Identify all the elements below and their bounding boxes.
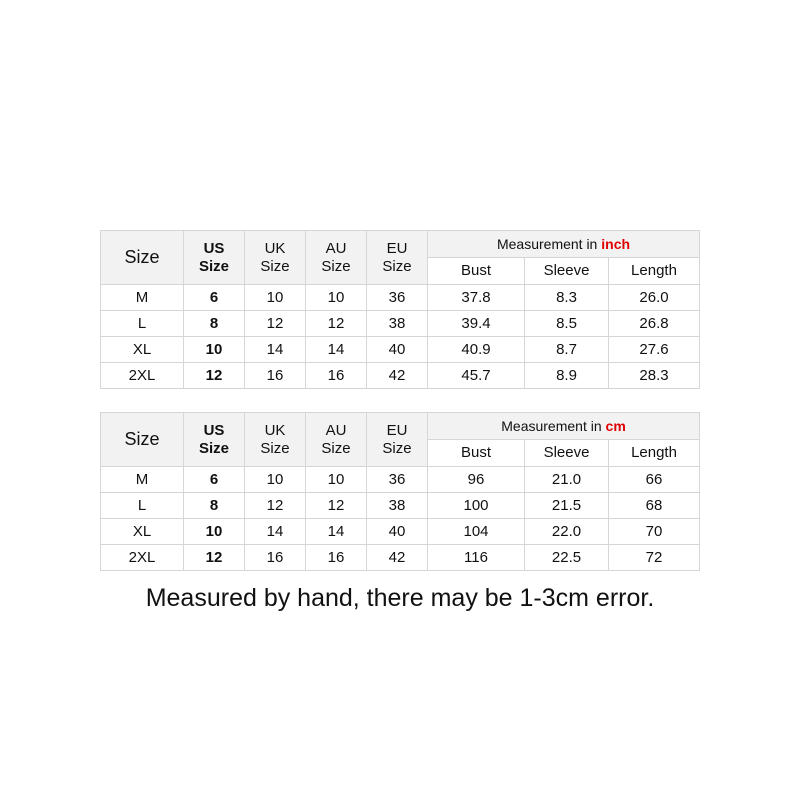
au-size-cell: 16	[306, 545, 367, 571]
eu-size-cell: 42	[367, 363, 428, 389]
measurement-header	[428, 231, 700, 258]
size-cell: L	[101, 493, 184, 519]
table-row	[101, 545, 700, 571]
table-row	[101, 337, 700, 363]
us-header-line2: Size	[198, 257, 229, 275]
uk-header-line1: UK	[264, 239, 286, 257]
bust-cell: 100	[428, 493, 525, 519]
measurement-prefix: Measurement in	[496, 235, 598, 252]
length-header: Length	[609, 440, 700, 467]
sleeve-header: Sleeve	[525, 440, 609, 467]
eu-header-line2: Size	[382, 257, 412, 275]
eu-header-line1: EU	[386, 421, 408, 439]
eu-header-line2: Size	[382, 439, 412, 457]
au-size-cell: 10	[306, 467, 367, 493]
size-table-inch	[100, 230, 700, 389]
us-size-cell: 10	[184, 519, 245, 545]
bust-cell: 37.8	[428, 285, 525, 311]
size-cell: M	[101, 467, 184, 493]
table-row	[101, 467, 700, 493]
length-cell: 72	[609, 545, 700, 571]
uk-size-cell: 10	[245, 285, 306, 311]
table-row	[101, 311, 700, 337]
eu-size-cell: 38	[367, 493, 428, 519]
sleeve-cell: 21.5	[525, 493, 609, 519]
bust-cell: 39.4	[428, 311, 525, 337]
us-size-cell: 6	[184, 467, 245, 493]
us-size-cell: 12	[184, 545, 245, 571]
length-cell: 26.0	[609, 285, 700, 311]
size-cell: 2XL	[101, 363, 184, 389]
bust-cell: 40.9	[428, 337, 525, 363]
uk-size-cell: 10	[245, 467, 306, 493]
table-row	[101, 285, 700, 311]
uk-size-cell: 12	[245, 311, 306, 337]
eu-size-header	[367, 231, 428, 285]
sleeve-cell: 8.5	[525, 311, 609, 337]
uk-header-line1: UK	[264, 421, 286, 439]
table-row	[101, 363, 700, 389]
us-size-header	[184, 413, 245, 467]
bust-cell: 96	[428, 467, 525, 493]
sleeve-cell: 22.0	[525, 519, 609, 545]
measurement-unit: inch	[601, 235, 631, 252]
au-size-cell: 16	[306, 363, 367, 389]
us-header-line1: US	[203, 239, 225, 257]
au-size-header	[306, 231, 367, 285]
length-cell: 66	[609, 467, 700, 493]
size-cell: M	[101, 285, 184, 311]
au-size-cell: 14	[306, 519, 367, 545]
bust-header: Bust	[428, 258, 525, 285]
uk-header-line2: Size	[260, 439, 290, 457]
eu-size-cell: 38	[367, 311, 428, 337]
uk-size-cell: 12	[245, 493, 306, 519]
size-cell: XL	[101, 337, 184, 363]
eu-header-line1: EU	[386, 239, 408, 257]
uk-size-cell: 16	[245, 545, 306, 571]
au-size-cell: 10	[306, 285, 367, 311]
eu-size-cell: 40	[367, 519, 428, 545]
bust-cell: 116	[428, 545, 525, 571]
length-header: Length	[609, 258, 700, 285]
bust-cell: 104	[428, 519, 525, 545]
measurement-header	[428, 413, 700, 440]
au-header-line1: AU	[325, 239, 347, 257]
size-header: Size	[101, 231, 184, 285]
eu-size-cell: 36	[367, 285, 428, 311]
size-header: Size	[101, 413, 184, 467]
au-size-cell: 14	[306, 337, 367, 363]
length-cell: 27.6	[609, 337, 700, 363]
measurement-unit: cm	[605, 417, 626, 434]
length-cell: 70	[609, 519, 700, 545]
us-size-cell: 8	[184, 311, 245, 337]
us-size-header	[184, 231, 245, 285]
eu-size-cell: 40	[367, 337, 428, 363]
uk-size-cell: 14	[245, 519, 306, 545]
size-cell: XL	[101, 519, 184, 545]
us-size-cell: 10	[184, 337, 245, 363]
uk-size-header	[245, 413, 306, 467]
length-cell: 26.8	[609, 311, 700, 337]
sleeve-cell: 21.0	[525, 467, 609, 493]
sleeve-cell: 8.9	[525, 363, 609, 389]
length-cell: 28.3	[609, 363, 700, 389]
au-header-line2: Size	[321, 257, 351, 275]
au-size-cell: 12	[306, 311, 367, 337]
uk-header-line2: Size	[260, 257, 290, 275]
us-size-cell: 8	[184, 493, 245, 519]
au-size-cell: 12	[306, 493, 367, 519]
size-cell: 2XL	[101, 545, 184, 571]
sleeve-cell: 8.3	[525, 285, 609, 311]
measurement-prefix: Measurement in	[501, 417, 602, 434]
size-cell: L	[101, 311, 184, 337]
bust-header: Bust	[428, 440, 525, 467]
measurement-note: Measured by hand, there may be 1-3cm error.	[145, 584, 655, 612]
uk-size-header	[245, 231, 306, 285]
uk-size-cell: 14	[245, 337, 306, 363]
au-header-line2: Size	[321, 439, 351, 457]
au-header-line1: AU	[325, 421, 347, 439]
eu-size-header	[367, 413, 428, 467]
table-row	[101, 493, 700, 519]
eu-size-cell: 42	[367, 545, 428, 571]
sleeve-header: Sleeve	[525, 258, 609, 285]
table-row	[101, 519, 700, 545]
uk-size-cell: 16	[245, 363, 306, 389]
bust-cell: 45.7	[428, 363, 525, 389]
eu-size-cell: 36	[367, 467, 428, 493]
us-header-line2: Size	[198, 439, 229, 457]
length-cell: 68	[609, 493, 700, 519]
us-size-cell: 12	[184, 363, 245, 389]
sleeve-cell: 22.5	[525, 545, 609, 571]
us-header-line1: US	[203, 421, 225, 439]
us-size-cell: 6	[184, 285, 245, 311]
au-size-header	[306, 413, 367, 467]
sleeve-cell: 8.7	[525, 337, 609, 363]
size-table-cm	[100, 412, 700, 571]
